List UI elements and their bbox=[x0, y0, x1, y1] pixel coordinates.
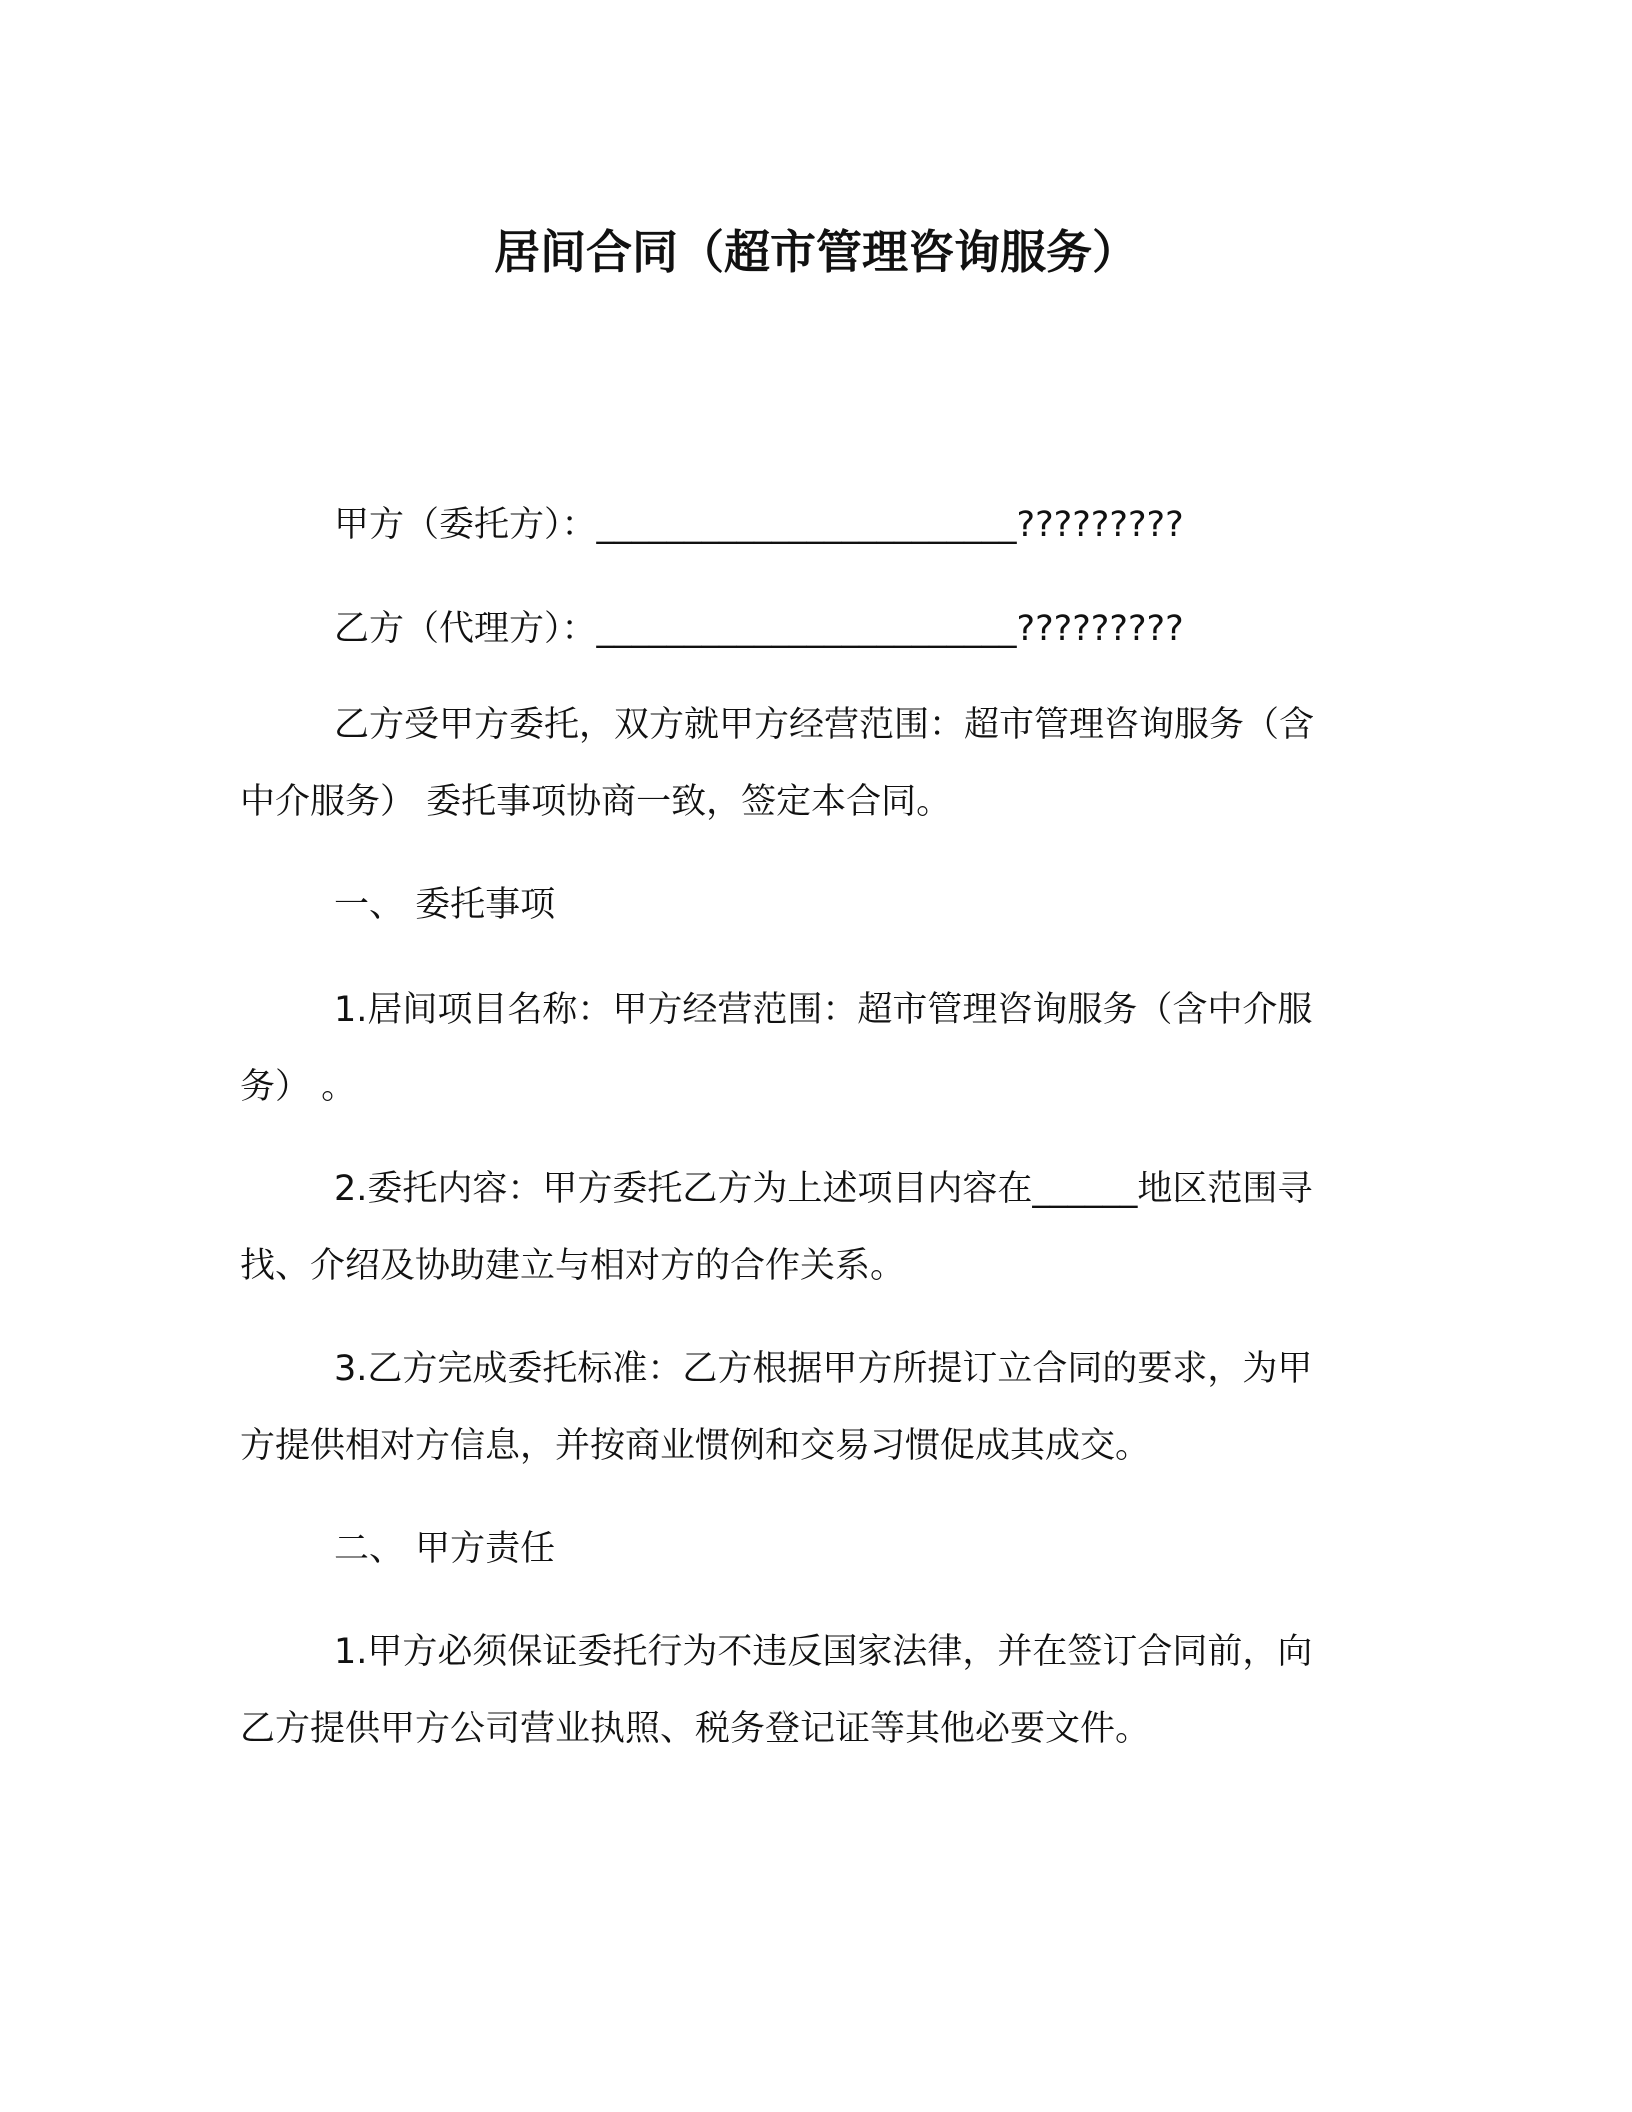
section-1-item-3-line-2: 方提供相对方信息，并按商业惯例和交易习惯促成其成交。 bbox=[240, 1426, 1151, 1466]
party-a-line: 甲方（委托方）：________________________????????? bbox=[334, 505, 1184, 545]
section-1-item-1-line-2: 务） 。 bbox=[240, 1067, 357, 1107]
section-2-heading: 二、 甲方责任 bbox=[334, 1529, 556, 1569]
document-title: 居间合同（超市管理咨询服务） bbox=[494, 225, 1138, 279]
intro-paragraph-line-1: 乙方受甲方委托，双方就甲方经营范围：超市管理咨询服务（含 bbox=[334, 705, 1315, 745]
section-1-item-1-line-1: 1.居间项目名称：甲方经营范围：超市管理咨询服务（含中介服 bbox=[334, 990, 1313, 1030]
intro-paragraph-line-2: 中介服务） 委托事项协商一致，签定本合同。 bbox=[240, 782, 952, 822]
party-b-line: 乙方（代理方）：________________________????????? bbox=[334, 609, 1184, 649]
section-2-item-1-line-2: 乙方提供甲方公司营业执照、税务登记证等其他必要文件。 bbox=[240, 1709, 1151, 1749]
section-2-item-1-line-1: 1.甲方必须保证委托行为不违反国家法律，并在签订合同前，向 bbox=[334, 1632, 1313, 1672]
section-1-item-2-line-2: 找、介绍及协助建立与相对方的合作关系。 bbox=[240, 1246, 906, 1286]
section-1-item-2-line-1: 2.委托内容：甲方委托乙方为上述项目内容在______地区范围寻 bbox=[334, 1169, 1313, 1209]
section-1-heading: 一、 委托事项 bbox=[334, 885, 556, 925]
section-1-item-3-line-1: 3.乙方完成委托标准：乙方根据甲方所提订立合同的要求，为甲 bbox=[334, 1349, 1313, 1389]
